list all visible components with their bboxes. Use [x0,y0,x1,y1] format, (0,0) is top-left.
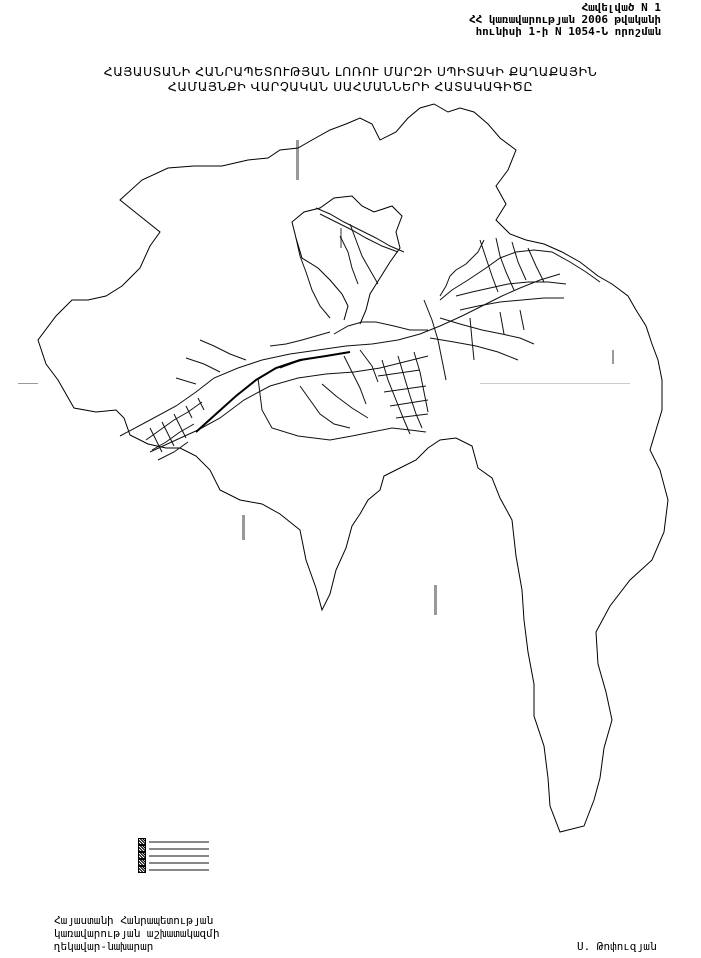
legend-swatch [138,852,146,859]
urban-street-network [120,238,600,452]
legend-swatch [138,838,146,845]
legend-row [138,838,258,845]
appendix-line-1: Հավելված N 1 [581,1,661,14]
legend-text [149,848,209,850]
railway-line [196,352,350,432]
legend-row [138,852,258,859]
northern-valley-roads [296,208,404,318]
signature-block-left [54,914,220,953]
legend-swatch [138,866,146,873]
legend-row [138,866,258,873]
legend-row [138,845,258,852]
map-legend [138,838,258,873]
legend-swatch [138,859,146,866]
boundary-spur [292,196,402,324]
legend-text [149,841,209,843]
map-title-line-1: ՀԱՅԱՍՏԱՆԻ ՀԱՆՐԱՊԵՏՈՒԹՅԱՆ ԼՈՌՈՒ ՄԱՐԶԻ ՍՊԻՏԱԿԻ ՔԱՂԱՔԱՅԻՆ [103,64,598,79]
signatory-line-3: ղեկավար-նախարար [54,940,154,953]
signatory-line-2: կառավարության աշխատակազմի [54,927,220,940]
legend-row [138,859,258,866]
legend-swatch [138,845,146,852]
map-title-line-2: ՀԱՄԱՅՆՔԻ ՎԱՐՉԱԿԱՆ ՍԱՀՄԱՆՆԵՐԻ ՀԱՏԱԿԱԳԻԾԸ [167,79,534,94]
community-boundary [38,104,668,832]
signatory-name: Ս. Թոփուզյան [577,940,657,953]
legend-text [149,869,209,871]
appendix-line-3: հունիսի 1-ի N 1054-Ն որոշման [475,25,661,38]
legend-text [149,862,209,864]
western-residential-grid [146,398,204,460]
signatory-line-1: Հայաստանի Հանրապետության [54,914,213,927]
appendix-line-2: ՀՀ կառավարության 2006 թվականի [468,13,661,26]
legend-text [149,855,209,857]
